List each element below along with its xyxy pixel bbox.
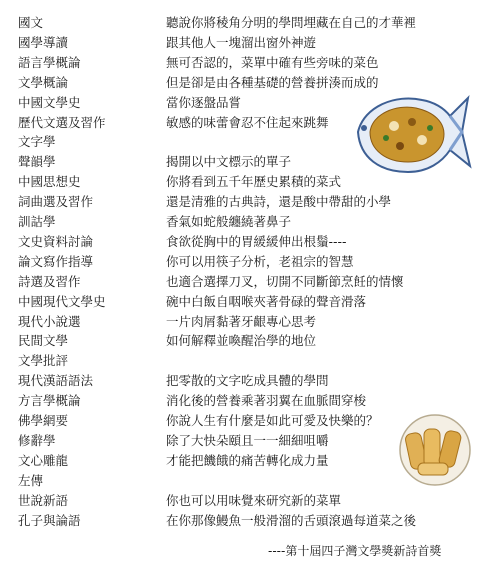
fried-rolls-plate-image xyxy=(398,413,472,487)
course-name: 孔子與論語 xyxy=(18,512,81,528)
verse-line: 在你那像鰻魚一般滑溜的舌頭滾過每道菜之後 xyxy=(166,512,417,528)
poem-row xyxy=(0,192,500,211)
verse-line: 敏感的味蕾會忍不住起來跳舞 xyxy=(166,114,329,130)
verse-line: 還是清雅的古典詩，還是酸中帶甜的小學 xyxy=(166,194,392,210)
course-name: 歷代文選及習作 xyxy=(18,114,106,130)
poem-row xyxy=(0,312,500,331)
course-name: 中國現代文學史 xyxy=(18,293,106,309)
verse-line: 一片肉屑黏著牙齦專心思考 xyxy=(166,313,317,329)
verse-line: 碗中白飯自咽喉夾著骨碌的聲音滑落 xyxy=(166,293,367,309)
course-name: 修辭學 xyxy=(18,432,56,448)
course-name: 文史資料討論 xyxy=(18,233,94,249)
verse-line: 也適合選擇刀叉，切開不同斷節烹飪的情懷 xyxy=(166,273,404,289)
course-name: 訓詁學 xyxy=(18,214,56,229)
poem-row xyxy=(0,13,500,32)
verse-line: 把零散的文字吃成具體的學問 xyxy=(166,373,329,389)
course-name: 文字學 xyxy=(18,134,56,150)
poem-row xyxy=(0,212,500,231)
verse-line: 除了大快朵頤且一一細細咀嚼 xyxy=(166,432,329,448)
verse-line: 香氣如蛇般纏繞著鼻子 xyxy=(166,214,292,229)
course-name: 文學概論 xyxy=(18,74,69,90)
course-name: 聲韻學 xyxy=(18,154,56,170)
course-name: 民間文學 xyxy=(18,333,69,349)
verse-line: 如何解釋並喚醒治學的地位 xyxy=(166,333,317,349)
poem-row xyxy=(0,491,500,510)
signature: ----第十屆四子灣文學獎新詩首獎 xyxy=(268,544,442,558)
course-name: 國文 xyxy=(18,15,44,30)
course-name: 現代漢語語法 xyxy=(18,373,94,389)
verse-line: 當你逐盤品嘗 xyxy=(166,94,242,110)
course-name: 中國文學史 xyxy=(18,94,81,110)
course-name: 佛學網要 xyxy=(18,413,69,428)
verse-line: 你可以用筷子分析，老祖宗的智慧 xyxy=(166,253,354,269)
verse-line: 才能把饑餓的痛苦轉化成力量 xyxy=(166,452,329,468)
course-name: 國學導讀 xyxy=(18,34,69,50)
verse-line: 食欲從胸中的胃緩緩伸出根鬚---- xyxy=(166,233,347,249)
poem-row xyxy=(0,252,500,271)
poem-row xyxy=(0,371,500,390)
course-name: 文學批評 xyxy=(18,353,69,369)
course-name: 語言學概論 xyxy=(18,54,81,70)
course-name: 文心雕龍 xyxy=(18,452,69,468)
course-name: 詩選及習作 xyxy=(18,273,81,289)
poem-row xyxy=(0,331,500,350)
poem-row xyxy=(0,391,500,410)
verse-line: 無可否認的，菜單中確有些旁味的菜色 xyxy=(166,54,379,70)
verse-line: 但是卻是由各種基礎的營養拼湊而成的 xyxy=(166,74,379,90)
poem-row xyxy=(0,511,500,530)
course-name: 方言學概論 xyxy=(18,393,81,409)
verse-line: 你也可以用味覺來研究新的菜單 xyxy=(166,492,342,508)
course-name: 現代小說選 xyxy=(18,313,81,329)
verse-line: 揭開以中文標示的單子 xyxy=(166,154,292,170)
course-name: 論文寫作指導 xyxy=(18,253,94,269)
verse-line: 消化後的營養乘著羽翼在血脈間穿梭 xyxy=(166,393,367,409)
poem-row xyxy=(0,351,500,370)
fish-plate-image xyxy=(350,88,472,178)
poem-row xyxy=(0,272,500,291)
course-name: 中國思想史 xyxy=(18,174,81,190)
verse-line: 你將看到五千年歷史累積的菜式 xyxy=(166,174,342,190)
course-name: 世說新語 xyxy=(18,492,69,508)
poem-row xyxy=(0,292,500,311)
poem-row xyxy=(0,53,500,72)
course-name: 左傳 xyxy=(18,472,44,488)
verse-line: 聽說你將稜角分明的學問埋藏在自己的才華裡 xyxy=(166,15,417,30)
course-name: 詞曲選及習作 xyxy=(18,194,94,210)
poem-row xyxy=(0,33,500,52)
verse-line: 跟其他人一塊溜出窗外神遊 xyxy=(166,34,317,50)
verse-line: 你說人生有什麼是如此可愛及快樂的？ xyxy=(166,413,379,428)
poem-row xyxy=(0,232,500,251)
